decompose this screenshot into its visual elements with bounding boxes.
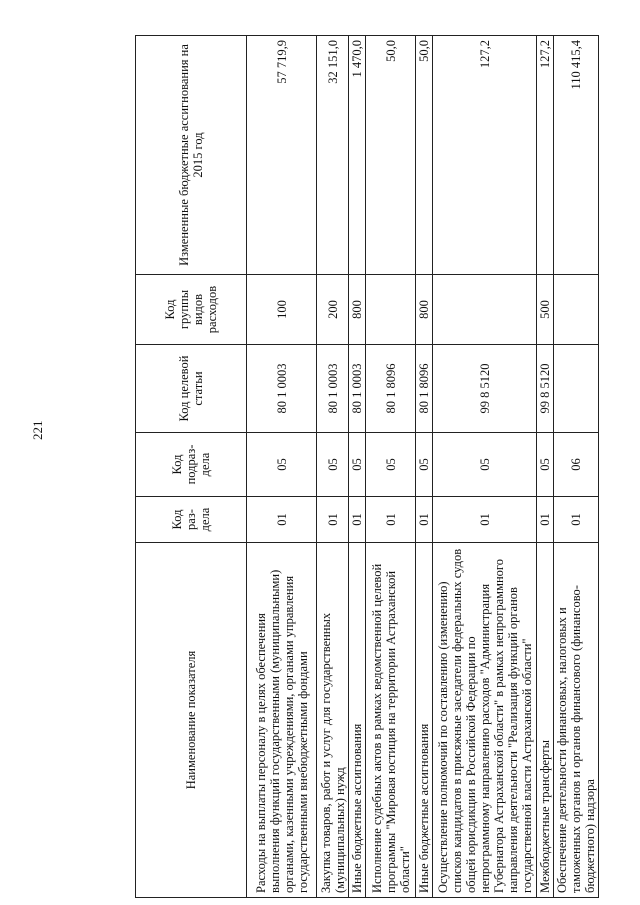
row-amount: 50,0 bbox=[416, 36, 433, 275]
row-target: 99 8 5120 bbox=[433, 345, 537, 433]
row-vid: 100 bbox=[247, 275, 317, 345]
row-target bbox=[554, 345, 599, 433]
row-name: Обеспечение деятельности финансовых, налоговых и таможенных органов и органов финансового (финансово-бюджетного) надзора bbox=[554, 543, 599, 898]
row-razdel: 01 bbox=[416, 497, 433, 543]
rotated-table-container bbox=[135, 36, 597, 898]
header-target: Код целевой статьи bbox=[136, 345, 247, 433]
row-name: Исполнение судебных актов в рамках ведомственной целевой программы "Мировая юстиция на территории Астраханской области" bbox=[366, 543, 416, 898]
row-target: 80 1 8096 bbox=[366, 345, 416, 433]
row-amount: 32 151,0 bbox=[317, 36, 349, 275]
row-razdel: 01 bbox=[537, 497, 554, 543]
row-podrazdel: 05 bbox=[349, 433, 366, 497]
row-vid bbox=[554, 275, 599, 345]
row-vid bbox=[433, 275, 537, 345]
row-target: 99 8 5120 bbox=[537, 345, 554, 433]
row-razdel: 01 bbox=[349, 497, 366, 543]
row-podrazdel: 05 bbox=[317, 433, 349, 497]
row-razdel: 01 bbox=[247, 497, 317, 543]
row-amount: 57 719,9 bbox=[247, 36, 317, 275]
row-name: Расходы на выплаты персоналу в целях обеспечения выполнения функций государственными (муниципальными) органами, казенными учреждениями, органами управления государственными внебюджетными фондами bbox=[247, 543, 317, 898]
row-vid: 500 bbox=[537, 275, 554, 345]
row-podrazdel: 05 bbox=[537, 433, 554, 497]
row-name: Иные бюджетные ассигнования bbox=[349, 543, 366, 898]
row-podrazdel: 06 bbox=[554, 433, 599, 497]
row-razdel: 01 bbox=[317, 497, 349, 543]
row-target: 80 1 8096 bbox=[416, 345, 433, 433]
row-name: Межбюджетные трансферты bbox=[537, 543, 554, 898]
table-row bbox=[349, 36, 366, 898]
row-vid: 200 bbox=[317, 275, 349, 345]
row-razdel: 01 bbox=[554, 497, 599, 543]
row-podrazdel: 05 bbox=[366, 433, 416, 497]
row-name: Иные бюджетные ассигнования bbox=[416, 543, 433, 898]
table-row bbox=[247, 36, 317, 898]
header-podrazdel: Код подраз-дела bbox=[136, 433, 247, 497]
row-vid bbox=[366, 275, 416, 345]
page-number: 221 bbox=[30, 420, 45, 440]
row-name: Закупка товаров, работ и услуг для государственных (муниципальных) нужд bbox=[317, 543, 349, 898]
row-vid: 800 bbox=[416, 275, 433, 345]
row-amount: 110 415,4 bbox=[554, 36, 599, 275]
row-razdel: 01 bbox=[366, 497, 416, 543]
row-target: 80 1 0003 bbox=[349, 345, 366, 433]
row-razdel: 01 bbox=[433, 497, 537, 543]
table-row bbox=[433, 36, 537, 898]
table-row bbox=[366, 36, 416, 898]
row-amount: 50,0 bbox=[366, 36, 416, 275]
row-podrazdel: 05 bbox=[433, 433, 537, 497]
header-razdel: Код раз-дела bbox=[136, 497, 247, 543]
table-row bbox=[554, 36, 599, 898]
row-target: 80 1 0003 bbox=[317, 345, 349, 433]
table-row bbox=[317, 36, 349, 898]
header-vid: Код группы видов расходов bbox=[136, 275, 247, 345]
table-row bbox=[416, 36, 433, 898]
row-name: Осуществление полномочий по составлению (изменению) списков кандидатов в присяжные заседатели федеральных судов общей юрисдикции в Российской Федерации по непрограммному направлению расходов "Администрация Губернатора Астраханской области" в рамках непрограммного направления деятельности "Реализация функций органов государственной власти Астраханской области" bbox=[433, 543, 537, 898]
header-name: Наименование показателя bbox=[136, 543, 247, 898]
row-podrazdel: 05 bbox=[247, 433, 317, 497]
row-target: 80 1 0003 bbox=[247, 345, 317, 433]
row-amount: 1 470,0 bbox=[349, 36, 366, 275]
row-vid: 800 bbox=[349, 275, 366, 345]
header-amount: Измененные бюджетные ассигнования на 2015 год bbox=[136, 36, 247, 275]
table-row bbox=[537, 36, 554, 898]
header-row bbox=[136, 36, 247, 898]
row-amount: 127,2 bbox=[537, 36, 554, 275]
budget-table bbox=[135, 35, 599, 898]
row-amount: 127,2 bbox=[433, 36, 537, 275]
row-podrazdel: 05 bbox=[416, 433, 433, 497]
